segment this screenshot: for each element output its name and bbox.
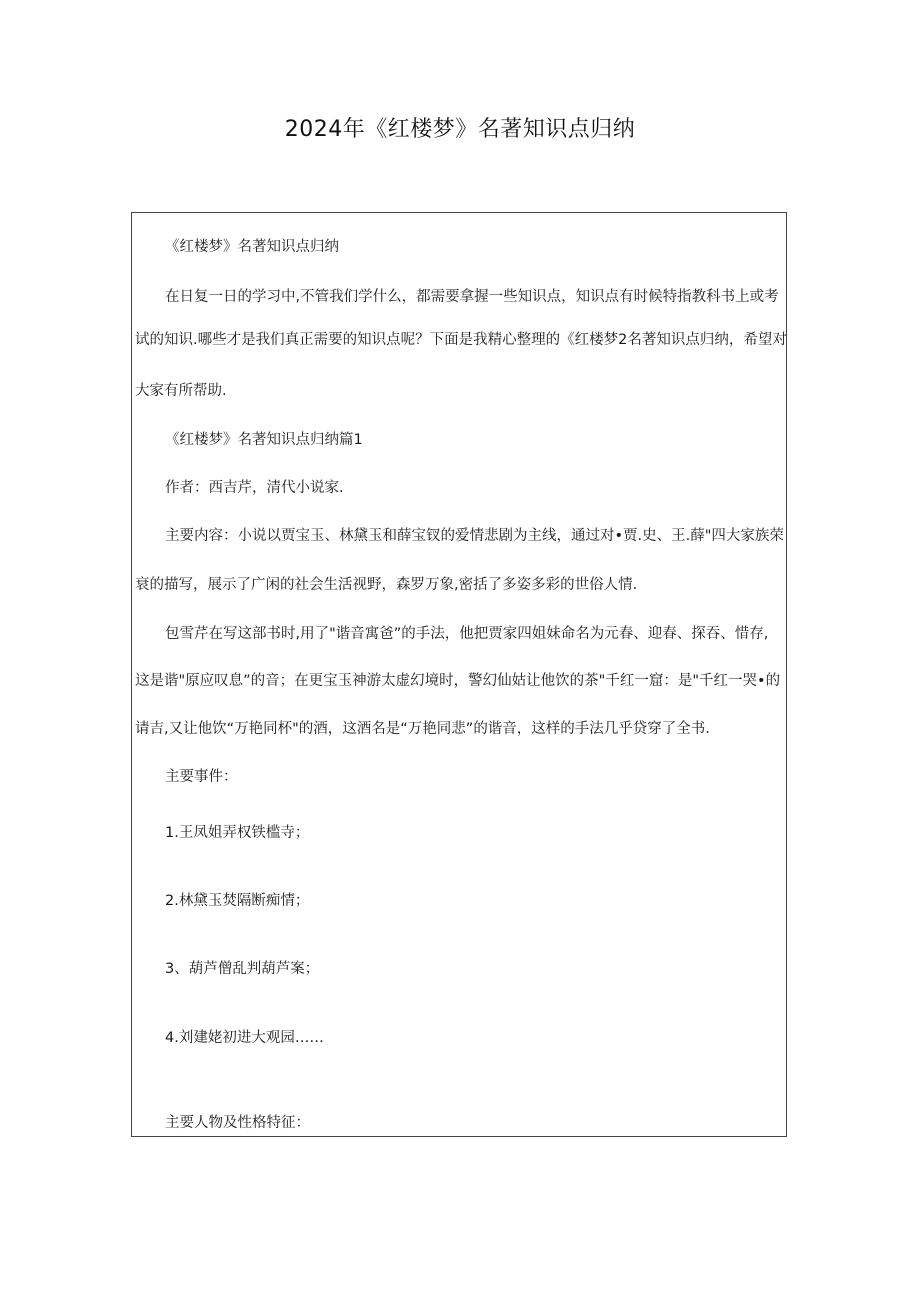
intro-line: 试的知识.哪些才是我们真正需要的知识点呢？下面是我精心整理的《红楼梦2名著知识点归纳，希望对 bbox=[135, 332, 787, 348]
technique-line: 这是谐"原应叹息”的音；在更宝玉神游太虚幻境时，警幻仙姑让他饮的茶"千红一窟：是"千红一哭•的 bbox=[135, 673, 781, 689]
event-item: 4.刘建姥初进大观园…… bbox=[165, 1030, 324, 1046]
content-box bbox=[131, 212, 787, 1137]
technique-line: 包雪芹在写这部书时,用了"谐音寓爸”的手法，他把贾家四姐妹命名为元春、迎春、探吞、惜存, bbox=[165, 626, 769, 642]
section-title: 《红楼梦》名著知识点归纳篇1 bbox=[165, 432, 363, 448]
document-title: 2024年《红楼梦》名著知识点归纳 bbox=[284, 117, 636, 142]
events-label: 主要事件： bbox=[165, 769, 238, 785]
main-content-line: 衰的描写，展示了广闲的社会生活视野，森罗万象,密括了多姿多彩的世俗人情. bbox=[135, 577, 638, 593]
main-content-line: 主要内容：小说以贾宝玉、林黛玉和薛宝钗的爱情悲剧为主线，通过对•贾.史、王.薛"四大家族荣 bbox=[165, 528, 784, 544]
event-item: 2.林黛玉焚隔断痴情； bbox=[165, 893, 310, 909]
author-line: 作者：西吉芹，清代小说家. bbox=[165, 480, 344, 496]
technique-line: 请吉,又让他饮“万艳同杯"的酒，这酒名是“万艳同悲”的谐音，这样的手法几乎贷穿了全书. bbox=[135, 721, 710, 737]
intro-line: 大家有所帮助. bbox=[135, 383, 227, 399]
characters-label: 主要人物及性格特征： bbox=[165, 1115, 310, 1131]
content-heading: 《红楼梦》名著知识点归纳 bbox=[165, 239, 339, 255]
intro-line: 在日复一日的学习中,不管我们学什么，都需要拿握一些知识点，知识点有时候特指教科书上或考 bbox=[165, 289, 779, 305]
event-item: 1.王凤姐弄权铁槛寺； bbox=[165, 825, 310, 841]
event-item: 3、葫芦僧乱判葫芦案； bbox=[165, 961, 320, 977]
